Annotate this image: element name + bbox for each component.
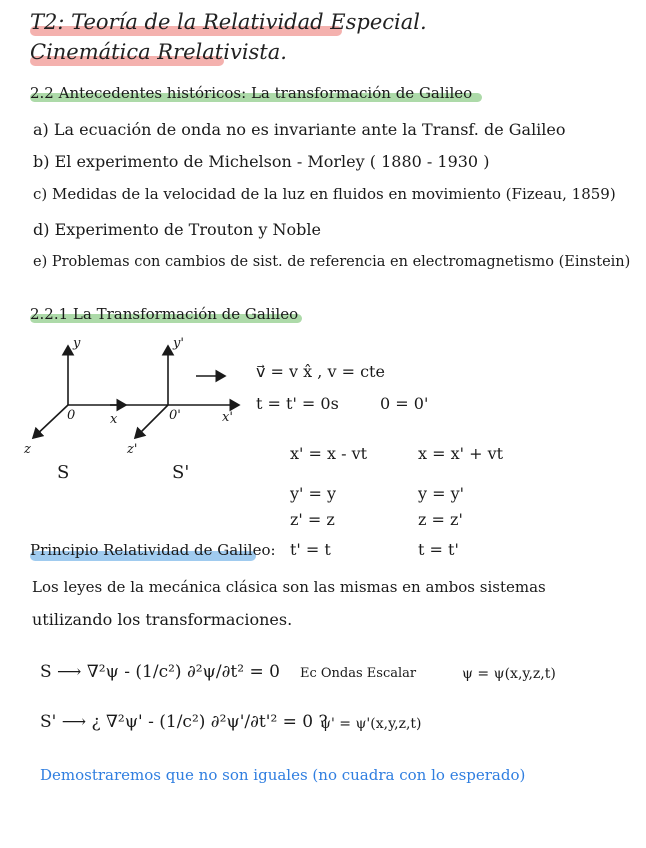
axis-x-label: x bbox=[110, 412, 118, 427]
transform-x: x = x' + vt bbox=[418, 444, 504, 463]
section-heading-2-2-1: 2.2.1 La Transformación de Galileo bbox=[30, 305, 299, 323]
axis-z-line bbox=[33, 405, 68, 438]
axis-y-prime-label: y' bbox=[173, 336, 184, 351]
transform-y: y = y' bbox=[418, 484, 465, 503]
wave-function-s-prime: ψ' = ψ'(x,y,z,t) bbox=[320, 716, 422, 732]
transform-t: t = t' bbox=[418, 540, 459, 559]
velocity-equation: v⃗ = v x̂ , v = cte bbox=[256, 362, 385, 381]
axis-z-label: z bbox=[24, 442, 31, 457]
list-item: a) La ecuación de onda no es invariante ante la Transf. de Galileo bbox=[33, 120, 566, 139]
axis-z-prime-label: z' bbox=[127, 442, 138, 457]
page-subtitle: Cinemática Rrelativista. bbox=[30, 40, 287, 64]
list-item: d) Experimento de Trouton y Noble bbox=[33, 220, 321, 239]
note-blue: Demostraremos que no son iguales (no cuadra con lo esperado) bbox=[40, 766, 526, 784]
axis-x-prime-label: x' bbox=[222, 410, 233, 425]
origin-prime-label: 0' bbox=[169, 408, 181, 423]
transform-z: z = z' bbox=[418, 510, 463, 529]
page-title: T2: Teoría de la Relatividad Especial. bbox=[30, 10, 427, 34]
wave-function-s: ψ = ψ(x,y,z,t) bbox=[462, 666, 556, 682]
section-heading-2-2: 2.2 Antecedentes históricos: La transformación de Galileo bbox=[30, 84, 473, 102]
list-item: c) Medidas de la velocidad de la luz en fluidos en movimiento (Fizeau, 1859) bbox=[33, 185, 616, 203]
list-item: e) Problemas con cambios de sist. de referencia en electromagnetismo (Einstein) bbox=[33, 254, 631, 270]
wave-equation-s: S ⟶ ∇²ψ - (1/c²) ∂²ψ/∂t² = 0 bbox=[40, 662, 280, 682]
transform-y-prime: y' = y bbox=[290, 484, 337, 503]
axis-y-label: y bbox=[73, 336, 81, 351]
wave-equation-s-prime: S' ⟶ ¿ ∇²ψ' - (1/c²) ∂²ψ'/∂t'² = 0 ? bbox=[40, 712, 328, 732]
wave-equation-label: Ec Ondas Escalar bbox=[300, 666, 417, 681]
frame-s-prime-label: S' bbox=[172, 462, 190, 483]
list-item: b) El experimento de Michelson - Morley ( 1880 - 1930 ) bbox=[33, 152, 490, 171]
origin-equation: 0 = 0' bbox=[380, 394, 429, 413]
transform-z-prime: z' = z bbox=[290, 510, 335, 529]
transform-t-prime: t' = t bbox=[290, 540, 331, 559]
principle-text-line-2: utilizando los transformaciones. bbox=[32, 610, 293, 629]
origin-label: 0 bbox=[67, 408, 76, 423]
time-equation: t = t' = 0s bbox=[256, 394, 339, 413]
axis-z-prime-line bbox=[135, 405, 168, 438]
frame-s-label: S bbox=[57, 462, 70, 483]
transform-x-prime: x' = x - vt bbox=[290, 444, 368, 463]
principle-text-line-1: Los leyes de la mecánica clásica son las mismas en ambos sistemas bbox=[32, 578, 546, 596]
principle-label: Principio Relatividad de Galileo: bbox=[30, 541, 276, 559]
